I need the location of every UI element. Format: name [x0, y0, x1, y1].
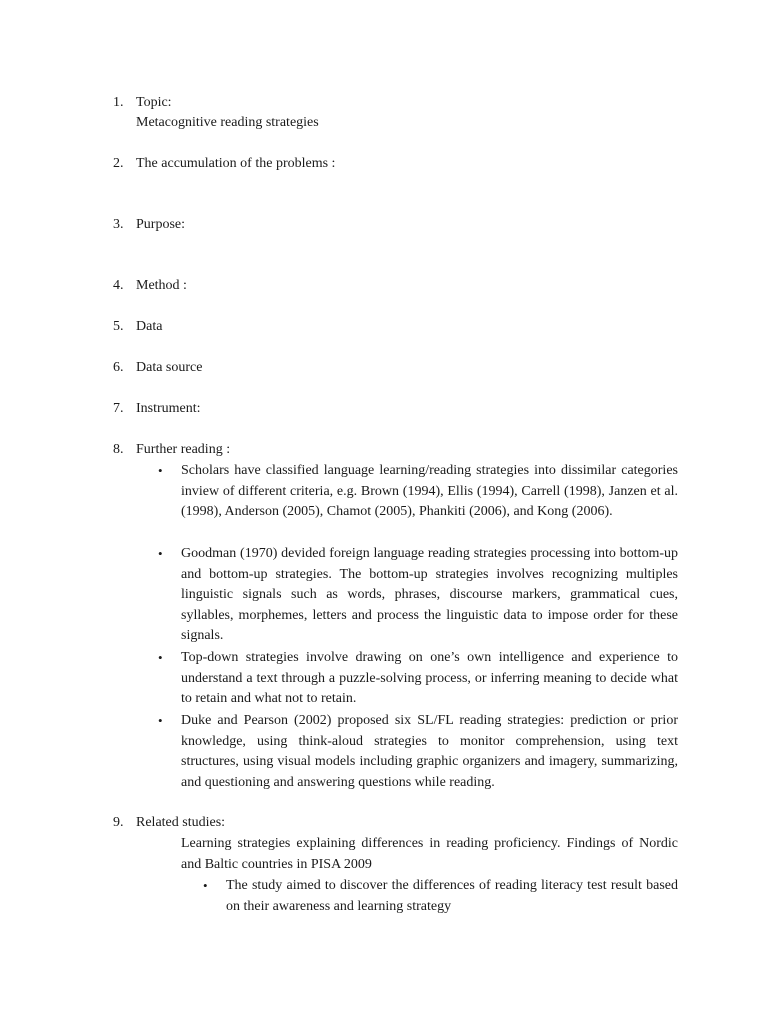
- item-label: Further reading :: [136, 442, 231, 457]
- item-label: Topic:: [136, 95, 172, 110]
- bullet-text: Scholars have classified language learning/reading strategies into dissimilar categories inview of different criteria, e.g. Brown (1994), Ellis (1994), Carrell (1998), Janzen et al. (1998), Anderson (2005), Chamot (2005), Phankiti (2006), and Kong (2006).: [181, 463, 678, 520]
- item-number: 9.: [113, 815, 124, 830]
- item-label: Data: [136, 319, 163, 334]
- bullet-icon: •: [158, 713, 163, 728]
- bullet-icon: •: [158, 546, 163, 561]
- item-number: 8.: [113, 442, 124, 457]
- bullet-icon: •: [158, 650, 163, 665]
- item-number: 1.: [113, 95, 124, 110]
- item-number: 4.: [113, 278, 124, 293]
- bullet-text: Duke and Pearson (2002) proposed six SL/FL reading strategies: prediction or prior knowledge, using think-aloud strategies to monitor comprehension, using text structures, using visual models including graphic organizers and imagery, summarizing, and questioning and answering questions while reading.: [181, 713, 678, 790]
- item-label: Instrument:: [136, 401, 201, 416]
- item-number: 7.: [113, 401, 124, 416]
- bullet-text: Top-down strategies involve drawing on one’s own intelligence and experience to understand a text through a puzzle-solving process, or inferring meaning to decide what to retain and what not to retain.: [181, 650, 678, 707]
- bullet-icon: •: [203, 878, 208, 893]
- related-study-title: Learning strategies explaining differences in reading proficiency. Findings of Nordic and Baltic countries in PISA 2009: [181, 836, 678, 872]
- item-label: Data source: [136, 360, 203, 375]
- item-number: 6.: [113, 360, 124, 375]
- related-study-bullet-text: The study aimed to discover the differences of reading literacy test result based on their awareness and learning strategy: [226, 878, 678, 914]
- bullet-text: Goodman (1970) devided foreign language reading strategies processing into bottom-up and bottom-up strategies. The bottom-up strategies involves recognizing multiples linguistic signals such as words, phrases, discourse markers, grammatical cues, syllables, morphemes, letters and process the linguistic data to impose order for these signals.: [181, 546, 678, 644]
- item-label: Purpose:: [136, 217, 185, 232]
- item-number: 5.: [113, 319, 124, 334]
- topic-value: Metacognitive reading strategies: [136, 115, 319, 130]
- bullet-icon: •: [158, 463, 163, 478]
- item-label: The accumulation of the problems :: [136, 156, 336, 171]
- item-label: Related studies:: [136, 815, 226, 830]
- item-label: Method :: [136, 278, 187, 293]
- item-number: 3.: [113, 217, 124, 232]
- item-number: 2.: [113, 156, 124, 171]
